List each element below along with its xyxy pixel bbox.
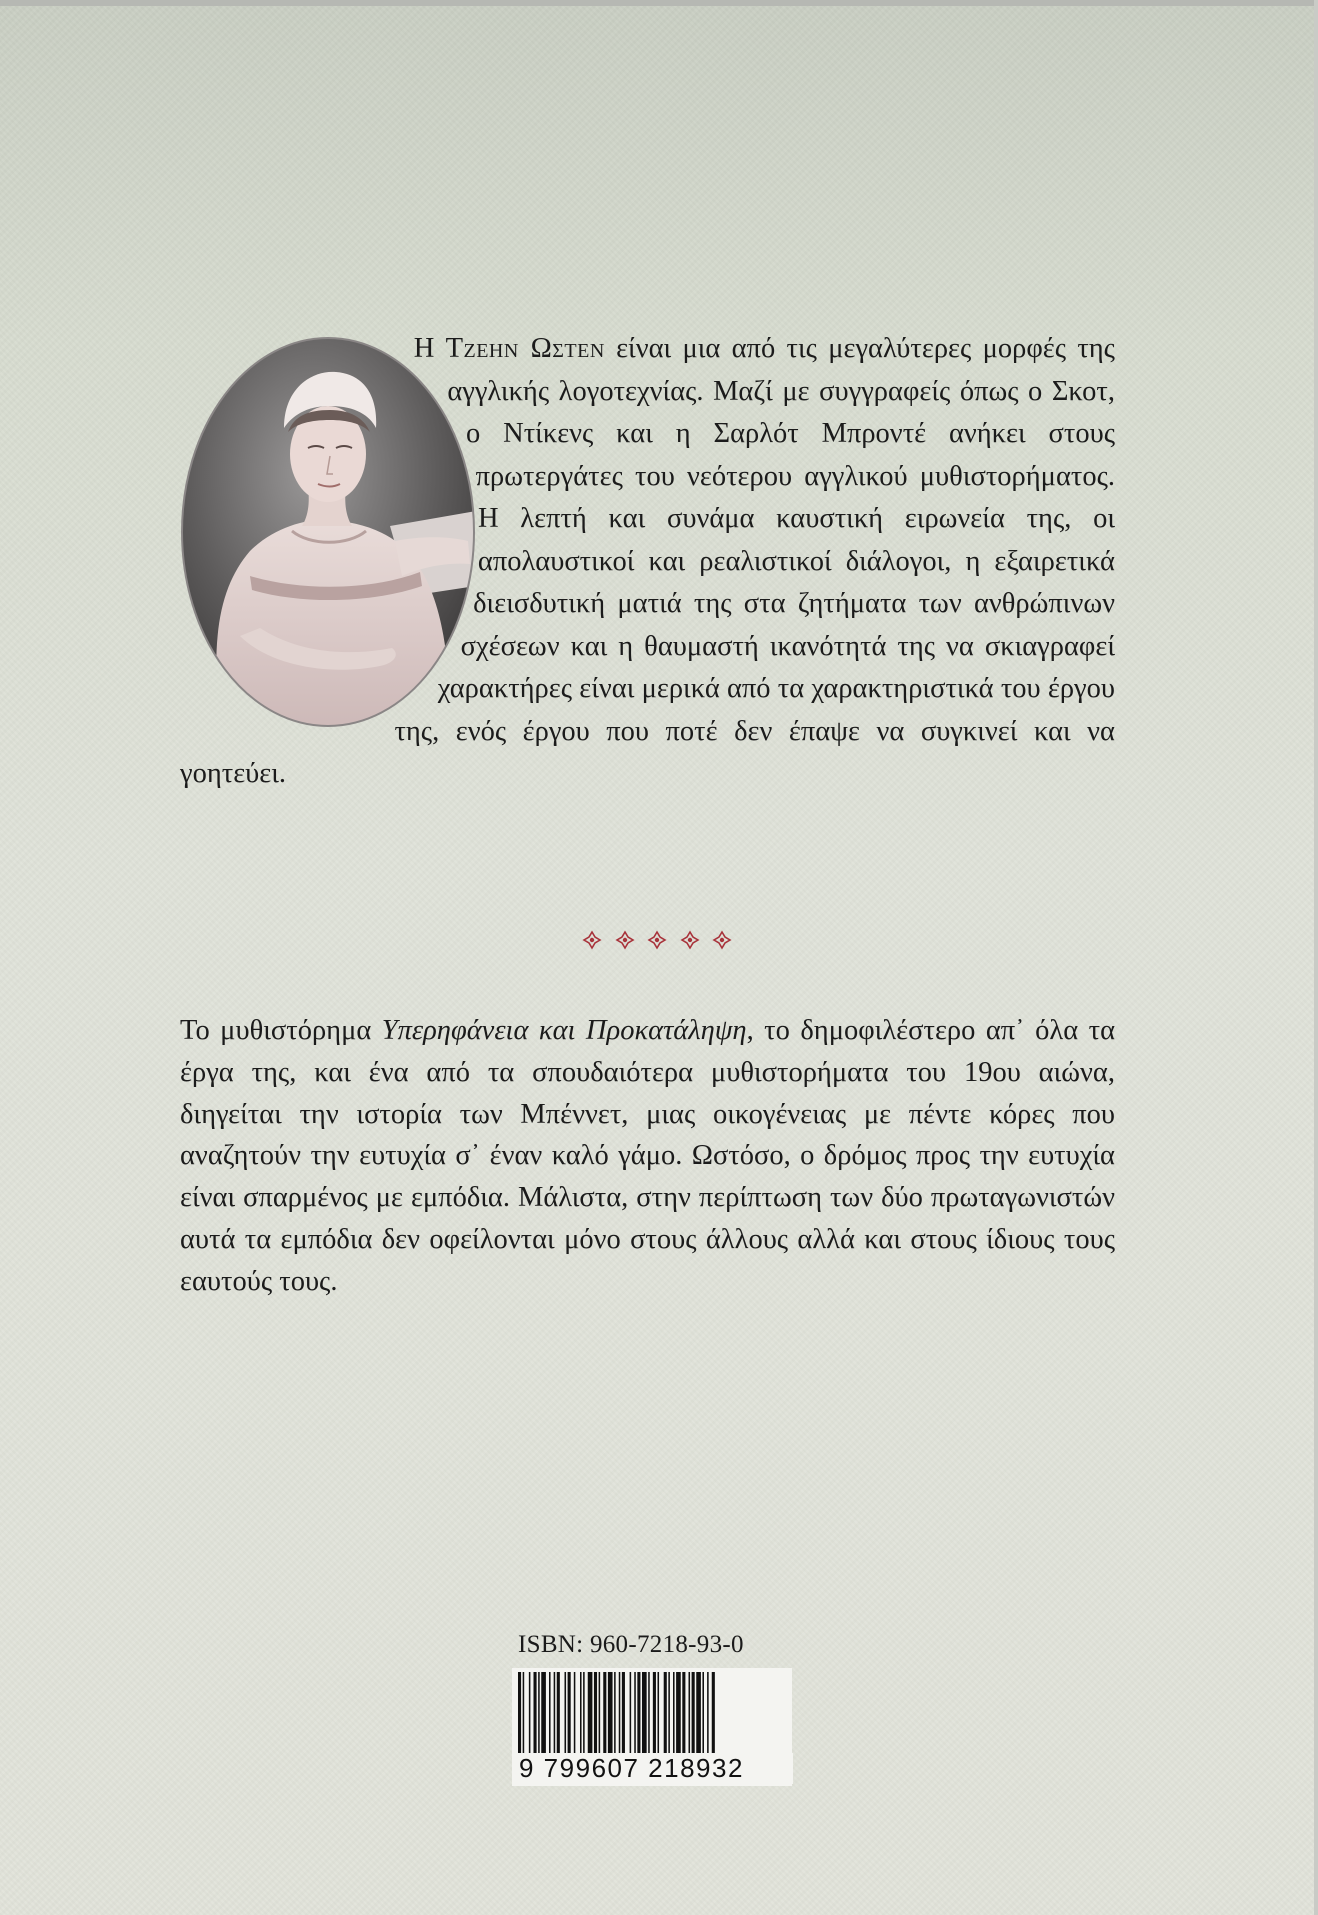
barcode-bar (574, 1672, 576, 1756)
barcode-bar (565, 1672, 567, 1756)
barcode-bar (664, 1672, 667, 1756)
barcode-digits: 9 799607 218932 (517, 1753, 793, 1784)
ornament-icon (712, 930, 732, 950)
book-synopsis (180, 1010, 1115, 1303)
barcode-bar (712, 1672, 715, 1756)
barcode-bar (583, 1672, 585, 1756)
barcode-bar (707, 1672, 709, 1756)
barcode-bar (702, 1672, 704, 1756)
barcode-bar (534, 1672, 537, 1756)
barcode-bar (696, 1672, 701, 1756)
barcode-bar (518, 1672, 521, 1756)
barcode-bar (676, 1672, 681, 1756)
author-bio-text: είναι μια από τις μεγαλύτερες μορφές της αγγλικής λογοτεχνίας. Μαζί με συγγραφείς όπως ο Σκοτ, ο Ντίκενς και η Σαρλότ Μπροντέ ανήκει στους πρωτεργάτες του νεότερου αγγλικού μυθιστορήματος. Η λεπτή και συνάμα καυστική ειρωνεία της, οι απολαυστικοί και ρεαλιστικοί διάλογοι, η εξαιρετικά διεισδυτική ματιά της στα ζητήματα των ανθρώπινων σχέσεων και η θαυμαστή ικανότητά της να σκιαγραφεί χαρακτήρες είναι μερικά από τα χαρακτηριστικά του έργου της, ενός έργου που ποτέ δεν έπαψε να συγκινεί και να γοητεύει. (180, 333, 1115, 789)
barcode-bar (599, 1672, 601, 1756)
barcode-bar (634, 1672, 636, 1756)
barcode-bar (608, 1672, 613, 1756)
barcode-bar (619, 1672, 621, 1756)
barcode-bar (588, 1672, 593, 1756)
ornament-icon (647, 930, 667, 950)
ornament-icon (615, 930, 635, 950)
barcode-bar (622, 1672, 625, 1756)
author-article: Η (413, 333, 446, 364)
cover-top-edge (0, 0, 1318, 6)
ornament-icon (680, 930, 700, 950)
barcode-bar (692, 1672, 695, 1756)
barcode-bar (541, 1672, 546, 1756)
barcode-bar (549, 1672, 551, 1756)
barcode-bar (653, 1672, 656, 1756)
barcode-bar (614, 1672, 616, 1756)
ornament-divider (582, 930, 732, 950)
barcode-bar (673, 1672, 675, 1756)
barcode-bar (658, 1672, 660, 1756)
barcode-bar (523, 1672, 525, 1756)
barcode-bar (568, 1672, 571, 1756)
barcode-bar (648, 1672, 650, 1756)
barcode-bar (557, 1672, 560, 1756)
barcode-bar (668, 1672, 670, 1756)
author-bio (180, 328, 1115, 796)
barcode-bar (637, 1672, 640, 1756)
barcode-bar (642, 1672, 647, 1756)
barcode-bar (580, 1672, 582, 1756)
barcode-bar (594, 1672, 597, 1756)
barcode-bar (529, 1672, 531, 1756)
barcode-bar (682, 1672, 685, 1756)
isbn-label: ISBN: 960-7218-93-0 (518, 1631, 744, 1658)
ornament-icon (582, 930, 602, 950)
cover-right-edge (1314, 0, 1318, 1915)
barcode-bar (630, 1672, 632, 1756)
synopsis-intro: Το μυθιστόρημα (180, 1015, 382, 1046)
barcode-bar (538, 1672, 540, 1756)
book-title: Υπερηφάνεια και Προκατάληψη (381, 1015, 747, 1046)
barcode-bar (554, 1672, 556, 1756)
author-name: Τζεην Ωστεν (445, 333, 605, 364)
barcode-bar (603, 1672, 606, 1756)
barcode-bar (689, 1672, 691, 1756)
synopsis-text: , το δημοφιλέστερο απ᾽ όλα τα έργα της, και ένα από τα σπουδαιότερα μυθιστορήματα του 19ου αιώνα, διηγείται την ιστορία των Μπέννετ, μιας οικογένειας με πέντε κόρες που αναζητούν την ευτυχία σ᾽ έναν καλό γάμο. Ωστόσο, ο δρόμος προς την ευτυχία είναι σπαρμένος με εμπόδια. Μάλιστα, στην περίπτωση των δύο πρωταγωνιστών αυτά τα εμπόδια δεν οφείλονται μόνο στους άλλους αλλά και στους ίδιους τους εαυτούς τους. (180, 1015, 1116, 1297)
